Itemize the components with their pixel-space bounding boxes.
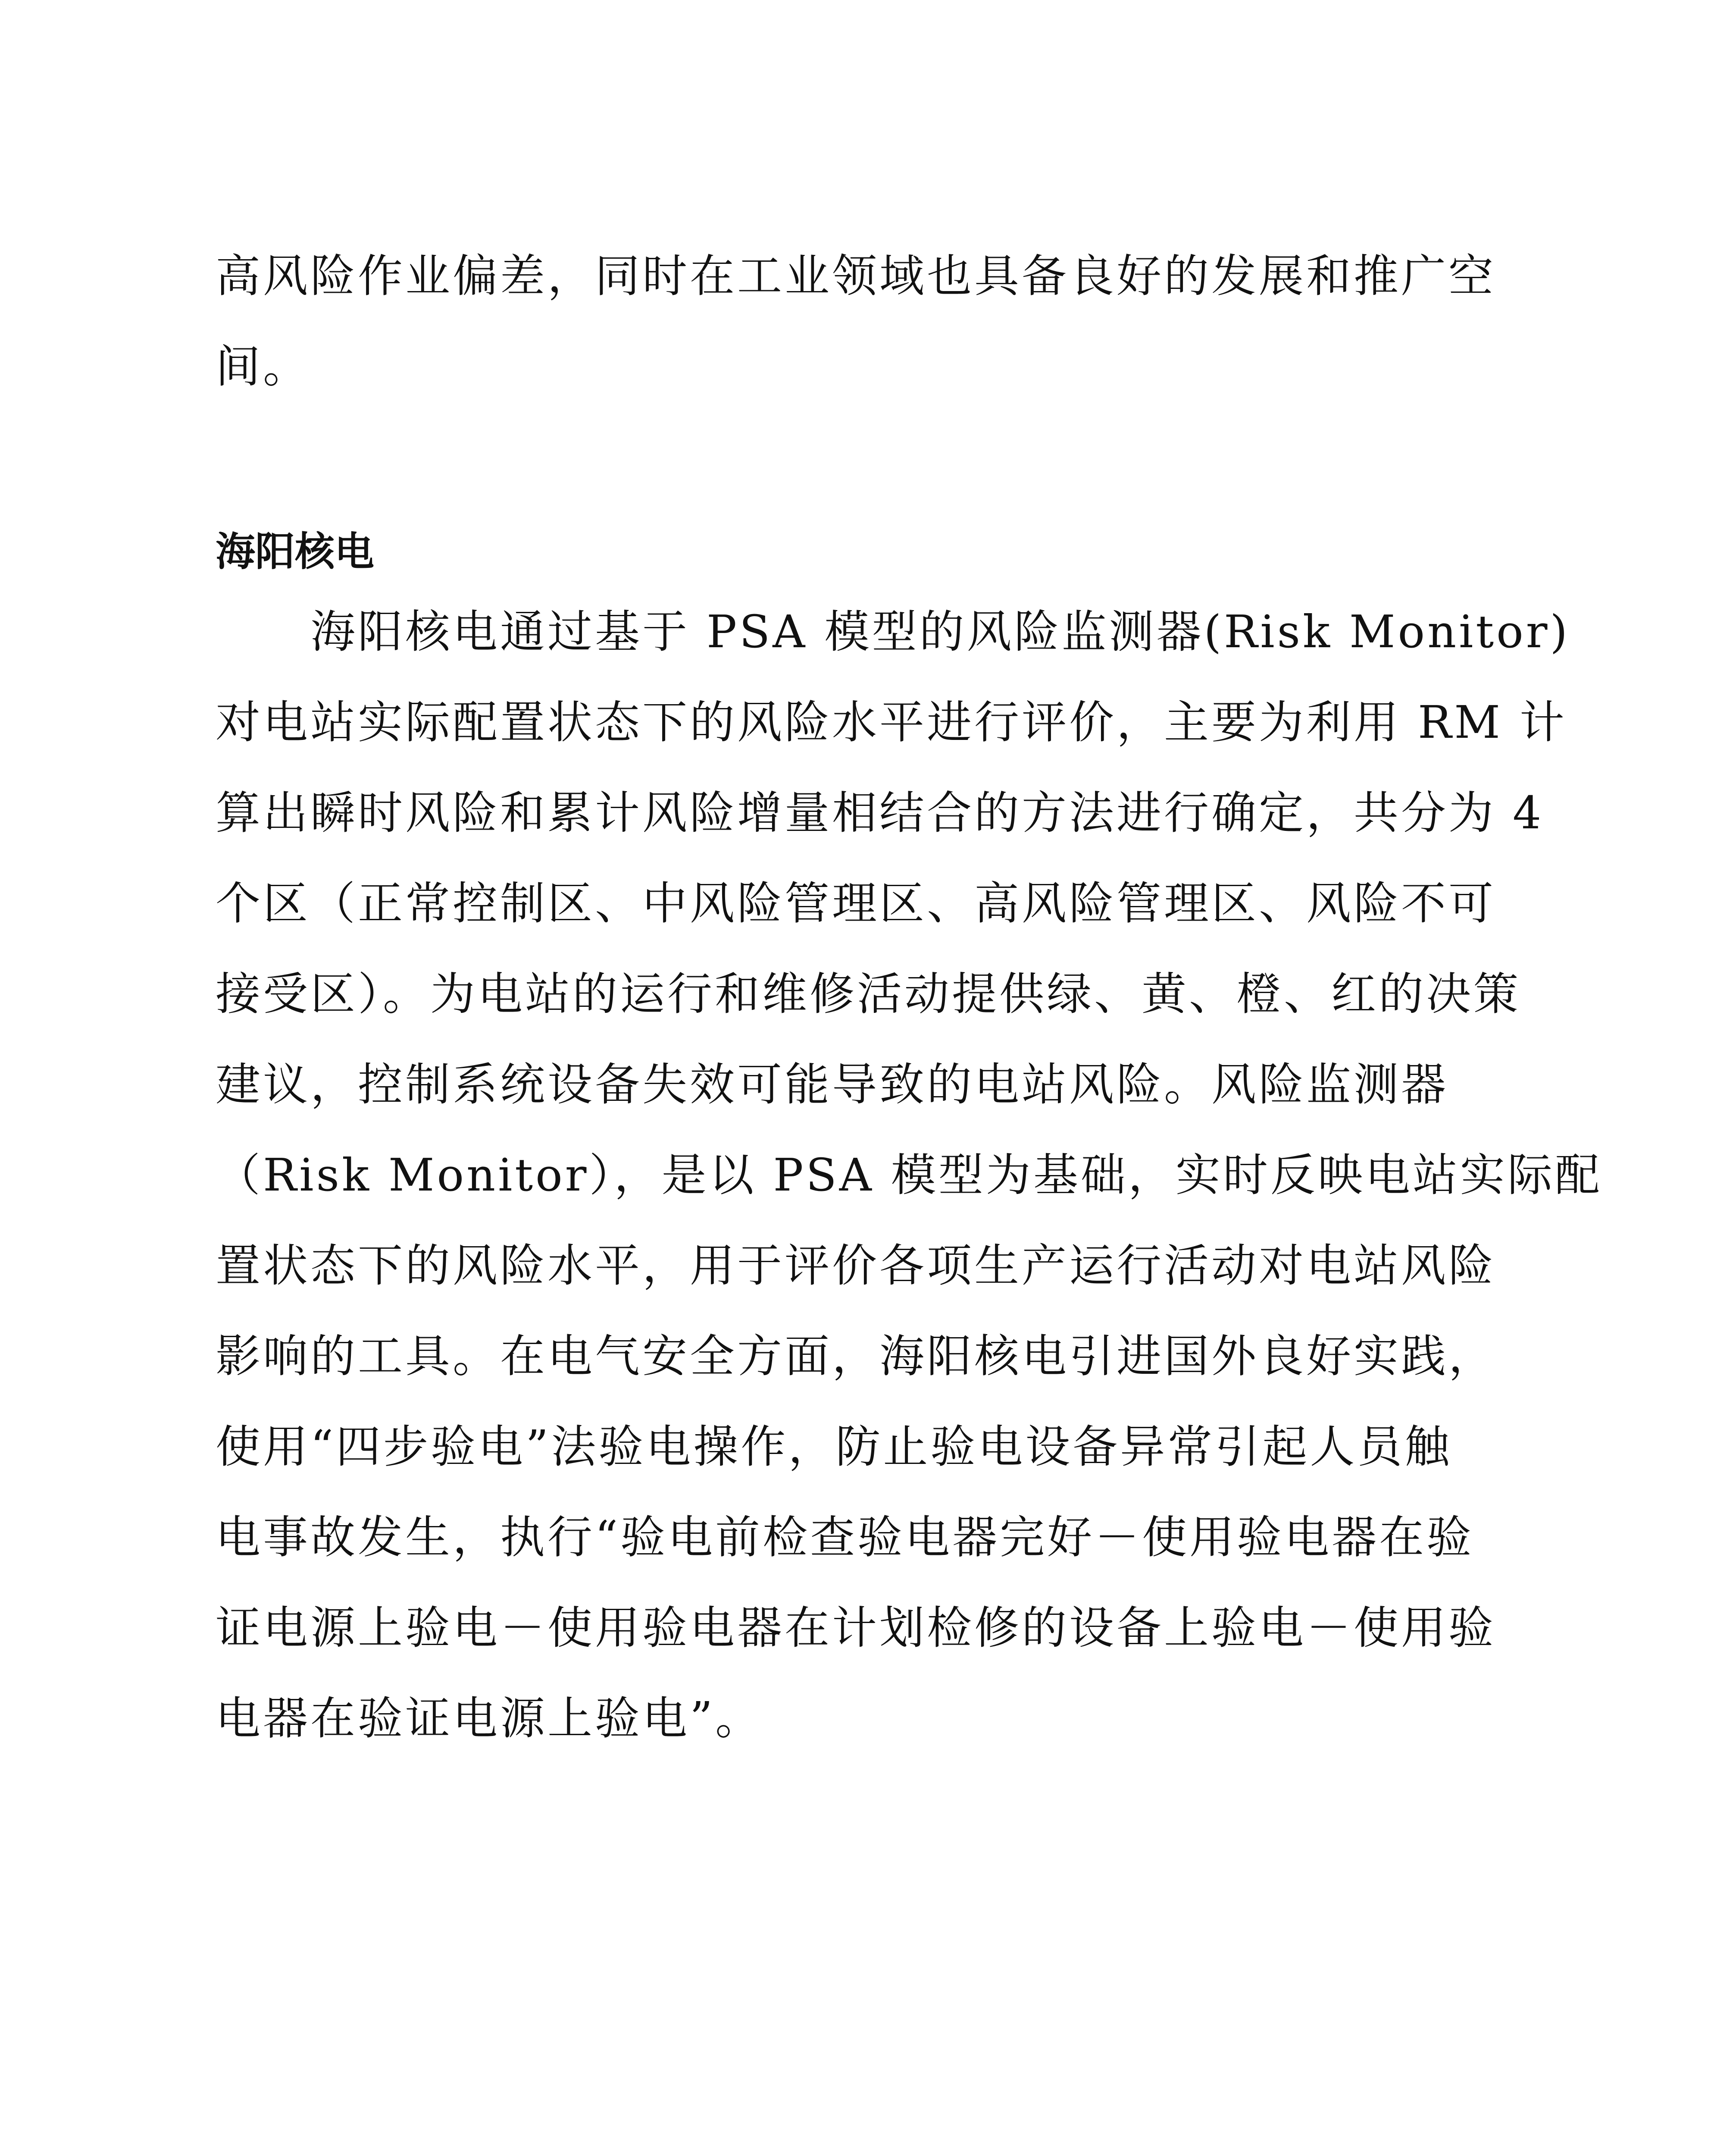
body-line-1: 海阳核电通过基于 PSA 模型的风险监测器(Risk Monitor) bbox=[216, 605, 1570, 658]
body-line-13: 电器在验证电源上验电”。 bbox=[216, 1692, 763, 1745]
intro-line-1: 高风险作业偏差，同时在工业领域也具备良好的发展和推广空 bbox=[216, 250, 1496, 302]
body-line-8: 置状态下的风险水平，用于评价各项生产运行活动对电站风险 bbox=[216, 1239, 1496, 1292]
intro-line-2: 间。 bbox=[216, 340, 311, 393]
body-line-9: 影响的工具。在电气安全方面，海阳核电引进国外良好实践， bbox=[216, 1330, 1496, 1382]
body-line-10: 使用“四步验电”法验电操作，防止验电设备异常引起人员触 bbox=[216, 1420, 1452, 1473]
section-heading: 海阳核电 bbox=[216, 529, 375, 575]
body-line-11: 电事故发生，执行“验电前检查验电器完好－使用验电器在验 bbox=[216, 1511, 1474, 1564]
body-line-3: 算出瞬时风险和累计风险增量相结合的方法进行确定，共分为 4 bbox=[216, 787, 1544, 839]
body-line-12: 证电源上验电－使用验电器在计划检修的设备上验电－使用验 bbox=[216, 1601, 1496, 1654]
body-line-4: 个区（正常控制区、中风险管理区、高风险管理区、风险不可 bbox=[216, 877, 1496, 930]
body-line-7: （Risk Monitor），是以 PSA 模型为基础，实时反映电站实际配 bbox=[216, 1149, 1602, 1201]
body-line-5: 接受区）。为电站的运行和维修活动提供绿、黄、橙、红的决策 bbox=[216, 968, 1521, 1020]
body-line-6: 建议，控制系统设备失效可能导致的电站风险。风险监测器 bbox=[216, 1058, 1449, 1111]
body-line-2: 对电站实际配置状态下的风险水平进行评价，主要为利用 RM 计 bbox=[216, 696, 1567, 749]
